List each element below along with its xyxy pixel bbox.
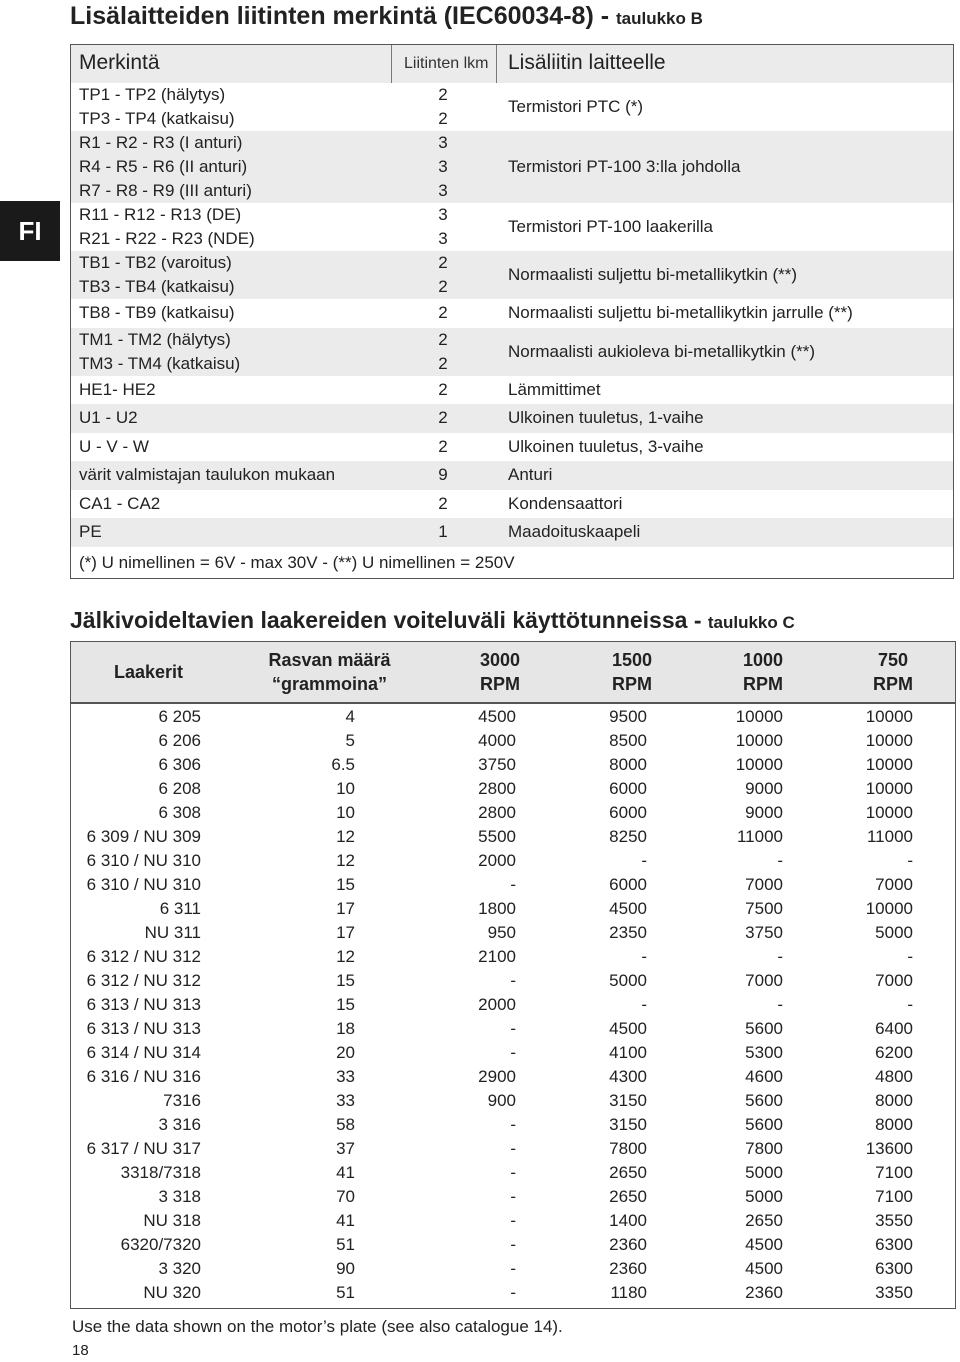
rpm-1000-cell: 7500 [745,899,783,918]
column-header-line1: 1000 [742,650,784,670]
grease-amount-cell: 51 [336,1235,355,1254]
rpm-750-cell: - [907,947,913,966]
terminal-count: 2 [438,109,448,128]
bearing-cell: NU 320 [143,1283,201,1302]
table-b-note: (*) U nimellinen = 6V - max 30V - (**) U nimellinen = 250V [79,553,515,572]
rpm-750-cell: 7000 [875,971,913,990]
terminal-count: 2 [438,353,448,373]
terminal-marking: TP3 - TP4 (katkaisu) [79,109,235,128]
header-merkinta: Merkintä [79,51,160,74]
rpm-1500-cell: 8500 [609,731,647,750]
rpm-1500-cell: 8250 [609,827,647,846]
terminal-count: 3 [438,205,448,224]
rpm-750-cell: - [907,995,913,1014]
rpm-1000-cell: 5300 [745,1043,783,1062]
rpm-1500-cell: 3150 [609,1115,647,1134]
terminal-count: 2 [438,277,448,296]
table-b-title-sub: taulukko B [615,9,703,28]
terminal-count: 2 [438,493,448,513]
bearing-cell: 6 306 [158,755,201,774]
grease-amount-cell: 5 [345,731,355,750]
bearing-cell: 6 313 / NU 313 [86,1019,201,1038]
table-b-title [70,2,703,31]
rpm-1500-cell: 3150 [609,1091,647,1110]
rpm-1000-cell: 10000 [735,731,783,750]
rpm-1000-cell: 7000 [745,875,783,894]
bearing-cell: 3318/7318 [120,1163,201,1182]
column-divider [391,45,392,83]
header-divider [71,702,955,704]
bearing-cell: 6 313 / NU 313 [86,995,201,1014]
grease-amount-cell: 33 [336,1067,355,1086]
rpm-750-cell: 8000 [875,1115,913,1134]
column-header-line1: Laakerit [113,662,184,682]
grease-amount-cell: 4 [345,707,355,726]
bearing-cell: 6320/7320 [120,1235,201,1254]
rpm-1500-cell: 6000 [609,803,647,822]
device-description: Ulkoinen tuuletus, 3-vaihe [508,436,704,456]
terminal-marking: R4 - R5 - R6 (II anturi) [79,157,248,176]
terminal-marking: TM1 - TM2 (hälytys) [79,329,231,349]
rpm-3000-cell: 2100 [478,947,516,966]
rpm-3000-cell: 3750 [478,755,516,774]
rpm-3000-cell: - [510,971,516,990]
grease-amount-cell: 90 [336,1259,355,1278]
terminal-marking: TB1 - TB2 (varoitus) [79,253,232,272]
table-c-column-header [71,660,226,684]
rpm-750-cell: 11000 [866,827,913,846]
terminal-marking: R1 - R2 - R3 (I anturi) [79,133,243,152]
rpm-1500-cell: 4500 [609,1019,647,1038]
terminal-marking: U - V - W [79,436,149,456]
bearing-cell: 6 308 [158,803,201,822]
rpm-3000-cell: - [510,1115,516,1134]
bearing-cell: 3 318 [158,1187,201,1206]
rpm-3000-cell: - [510,1235,516,1254]
rpm-1000-cell: 5000 [745,1163,783,1182]
rpm-1000-cell: 5600 [745,1091,783,1110]
rpm-3000-cell: 900 [487,1091,516,1110]
rpm-1000-cell: 5000 [745,1187,783,1206]
terminal-count: 2 [438,408,448,428]
column-header-line1: Rasvan määrä [268,650,391,670]
device-description: Termistori PT-100 3:lla johdolla [508,157,741,176]
rpm-3000-cell: - [510,1259,516,1278]
bearing-cell: 6 316 / NU 316 [86,1067,201,1086]
rpm-1000-cell: 4500 [745,1235,783,1254]
table-c-column-header [829,648,957,696]
terminal-count: 3 [438,157,448,176]
rpm-750-cell: 8000 [875,1091,913,1110]
bearing-cell: 6 311 [159,899,201,918]
column-header-line1: 3000 [479,650,521,670]
rpm-1000-cell: 7800 [745,1139,783,1158]
bearing-cell: 6 310 / NU 310 [86,851,201,870]
grease-amount-cell: 15 [336,875,355,894]
rpm-1500-cell: 2650 [609,1187,647,1206]
rpm-3000-cell: 4500 [478,707,516,726]
terminal-count: 2 [438,379,448,399]
rpm-1000-cell: 9000 [745,779,783,798]
rpm-1500-cell: 2650 [609,1163,647,1182]
grease-amount-cell: 10 [336,779,355,798]
device-description: Ulkoinen tuuletus, 1-vaihe [508,408,704,428]
rpm-3000-cell: 950 [487,923,516,942]
rpm-1500-cell: 9500 [609,707,647,726]
rpm-750-cell: - [907,851,913,870]
grease-amount-cell: 41 [336,1211,355,1230]
rpm-1500-cell: 6000 [609,779,647,798]
rpm-3000-cell: 2800 [478,779,516,798]
device-description: Anturi [508,465,553,485]
bearing-cell: NU 311 [144,923,201,942]
rpm-750-cell: 3350 [875,1283,913,1302]
bearing-cell: 6 205 [158,707,201,726]
table-c-title [70,607,795,634]
device-description: Termistori PTC (*) [508,97,644,116]
rpm-750-cell: 10000 [865,755,913,774]
rpm-750-cell: 7000 [875,875,913,894]
table-c-title-main: Jälkivoideltavien laakereiden voiteluväli käyttötunneissa - [70,607,708,633]
device-description: Maadoituskaapeli [508,522,641,542]
column-header-line2: RPM [873,674,913,694]
rpm-3000-cell: 2900 [478,1067,516,1086]
grease-amount-cell: 15 [336,971,355,990]
table-c-header [71,642,955,702]
rpm-3000-cell: - [510,1187,516,1206]
rpm-3000-cell: - [510,1019,516,1038]
terminal-marking: R7 - R8 - R9 (III anturi) [79,181,252,200]
table-c-column-header [433,648,567,696]
rpm-1500-cell: 2350 [609,923,647,942]
rpm-750-cell: 10000 [865,779,913,798]
rpm-3000-cell: 5500 [478,827,516,846]
column-header-line2: RPM [743,674,783,694]
rpm-1500-cell: 2360 [609,1235,647,1254]
rpm-1000-cell: 5600 [745,1019,783,1038]
bearing-cell: 6 317 / NU 317 [86,1139,201,1158]
rpm-750-cell: 6400 [875,1019,913,1038]
rpm-1000-cell: 2360 [745,1283,783,1302]
rpm-1500-cell: 7800 [609,1139,647,1158]
terminal-count: 2 [438,303,448,323]
column-header-line1: 750 [877,650,909,670]
grease-amount-cell: 17 [336,923,355,942]
rpm-3000-cell: 4000 [478,731,516,750]
rpm-3000-cell: 2800 [478,803,516,822]
rpm-1500-cell: - [641,851,647,870]
terminal-marking: U1 - U2 [79,408,138,428]
rpm-750-cell: 10000 [865,731,913,750]
column-header-line2: “grammoina” [271,674,388,694]
rpm-1500-cell: - [641,947,647,966]
grease-amount-cell: 6.5 [331,755,355,774]
device-description: Normaalisti aukioleva bi-metallikytkin (**) [508,341,816,361]
rpm-1000-cell: 9000 [745,803,783,822]
terminal-marking: PE [79,522,102,542]
grease-amount-cell: 10 [336,803,355,822]
grease-amount-cell: 20 [336,1043,355,1062]
rpm-3000-cell: - [510,1211,516,1230]
table-b-title-main: Lisälaitteiden liitinten merkintä (IEC60034-8) - [70,2,616,30]
header-liitinten: Liitinten lkm [404,55,489,72]
rpm-1500-cell: 8000 [609,755,647,774]
rpm-750-cell: 13600 [865,1139,913,1158]
device-description: Kondensaattori [508,493,623,513]
rpm-3000-cell: 1800 [478,899,516,918]
bearing-cell: 6 310 / NU 310 [86,875,201,894]
rpm-1500-cell: - [641,995,647,1014]
terminal-marking: TP1 - TP2 (hälytys) [79,85,226,104]
grease-amount-cell: 33 [336,1091,355,1110]
table-c-column-header [226,648,433,696]
rpm-1000-cell: 4600 [745,1067,783,1086]
grease-amount-cell: 58 [336,1115,355,1134]
rpm-750-cell: 4800 [875,1067,913,1086]
rpm-1500-cell: 1400 [609,1211,647,1230]
terminal-count: 2 [438,329,448,349]
rpm-1000-cell: 5600 [745,1115,783,1134]
terminal-marking: HE1- HE2 [79,379,156,399]
rpm-750-cell: 6300 [875,1259,913,1278]
column-header-line2: RPM [480,674,520,694]
rpm-1000-cell: 7000 [745,971,783,990]
grease-amount-cell: 12 [336,851,355,870]
lubrication-interval-table [70,641,956,1309]
rpm-1500-cell: 5000 [609,971,647,990]
rpm-3000-cell: 2000 [478,851,516,870]
device-description: Lämmittimet [508,379,601,399]
rpm-1500-cell: 1180 [610,1283,647,1302]
terminal-count: 3 [438,133,448,152]
terminal-marking: TM3 - TM4 (katkaisu) [79,353,241,373]
rpm-750-cell: 7100 [875,1163,913,1182]
grease-amount-cell: 12 [336,947,355,966]
bearing-cell: 6 208 [158,779,201,798]
header-lisaliitin: Lisäliitin laitteelle [508,51,666,74]
rpm-1500-cell: 4500 [609,899,647,918]
rpm-1000-cell: 2650 [745,1211,783,1230]
column-header-line1: 1500 [611,650,653,670]
table-c-column-header [697,648,829,696]
device-description: Termistori PT-100 laakerilla [508,217,714,236]
grease-amount-cell: 51 [336,1283,355,1302]
rpm-750-cell: 7100 [875,1187,913,1206]
rpm-1000-cell: 3750 [745,923,783,942]
page-number: 18 [72,1342,89,1359]
device-description: Normaalisti suljettu bi-metallikytkin jarrulle (**) [508,303,853,323]
terminal-count: 2 [438,436,448,456]
terminal-marking: R21 - R22 - R23 (NDE) [79,229,255,248]
bearing-cell: 6 312 / NU 312 [86,947,201,966]
rpm-3000-cell: - [510,875,516,894]
terminal-count: 1 [438,522,448,542]
bearing-cell: 3 316 [158,1115,201,1134]
rpm-750-cell: 10000 [865,707,913,726]
rpm-3000-cell: - [510,1043,516,1062]
grease-amount-cell: 37 [336,1139,355,1158]
terminal-marking: TB8 - TB9 (katkaisu) [79,303,235,323]
table-c-title-sub: taulukko C [707,613,795,632]
terminal-marking: R11 - R12 - R13 (DE) [79,205,242,224]
rpm-1500-cell: 4100 [609,1043,647,1062]
bearing-cell: 6 206 [158,731,201,750]
rpm-3000-cell: - [510,1139,516,1158]
rpm-1000-cell: - [777,995,783,1014]
device-description: Normaalisti suljettu bi-metallikytkin (**) [508,265,798,284]
terminal-marking: värit valmistajan taulukon mukaan [79,465,336,485]
rpm-750-cell: 5000 [875,923,913,942]
column-header-line2: RPM [612,674,652,694]
rpm-1000-cell: 10000 [735,755,783,774]
bearing-cell: 7316 [163,1091,201,1110]
footer-note: Use the data shown on the motor’s plate (see also catalogue 14). [72,1317,563,1336]
rpm-1500-cell: 2360 [609,1259,647,1278]
rpm-1000-cell: - [777,947,783,966]
bearing-cell: NU 318 [143,1211,201,1230]
terminal-marking: CA1 - CA2 [79,493,161,513]
rpm-750-cell: 6200 [875,1043,913,1062]
rpm-750-cell: 10000 [865,899,913,918]
column-divider [496,45,497,83]
rpm-750-cell: 3550 [875,1211,913,1230]
rpm-1500-cell: 4300 [609,1067,647,1086]
rpm-750-cell: 6300 [875,1235,913,1254]
table-c-column-header [567,648,697,696]
bearing-cell: 6 314 / NU 314 [86,1043,201,1062]
rpm-1000-cell: 11000 [736,827,783,846]
language-tab [0,201,60,261]
terminal-marking: TB3 - TB4 (katkaisu) [79,277,235,296]
terminal-count: 2 [438,253,448,272]
terminal-count: 2 [438,85,448,104]
bearing-cell: 3 320 [158,1259,201,1278]
bearing-cell: 6 309 / NU 309 [86,827,201,846]
terminal-count: 3 [438,229,448,248]
language-tab-label: FI [18,215,42,246]
grease-amount-cell: 18 [336,1019,355,1038]
bearing-cell: 6 312 / NU 312 [86,971,201,990]
grease-amount-cell: 70 [336,1187,355,1206]
table-b-header [71,45,953,83]
grease-amount-cell: 17 [336,899,355,918]
rpm-3000-cell: 2000 [478,995,516,1014]
rpm-1000-cell: 10000 [735,707,783,726]
rpm-3000-cell: - [510,1283,516,1302]
rpm-1500-cell: 6000 [609,875,647,894]
grease-amount-cell: 15 [336,995,355,1014]
grease-amount-cell: 41 [336,1163,355,1182]
terminal-count: 3 [438,181,448,200]
rpm-1000-cell: - [777,851,783,870]
rpm-1000-cell: 4500 [745,1259,783,1278]
terminal-count: 9 [438,465,448,485]
terminal-marking-table [70,44,954,579]
rpm-3000-cell: - [510,1163,516,1182]
rpm-750-cell: 10000 [865,803,913,822]
grease-amount-cell: 12 [336,827,355,846]
